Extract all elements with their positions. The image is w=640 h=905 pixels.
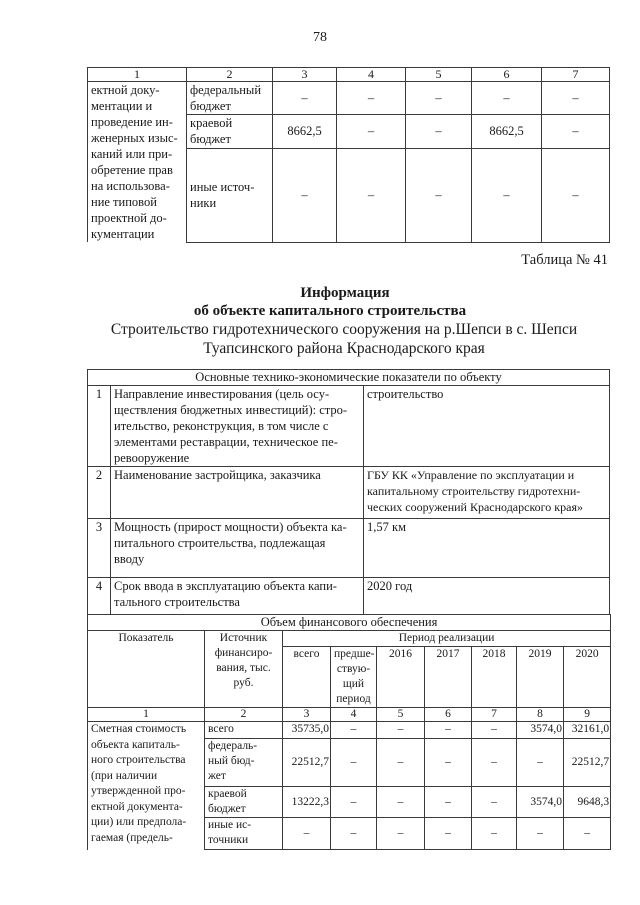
col-num-1: 1: [88, 68, 187, 82]
indicator-line: (при наличии: [91, 769, 158, 782]
value-cell: –: [273, 82, 337, 115]
table-row: [88, 519, 610, 578]
value-cell: –: [273, 148, 337, 242]
label-line: Срок ввода в эксплуатацию объекта капи-: [114, 579, 337, 593]
source-line: иные ис-: [208, 819, 252, 831]
column-numbers-row: [88, 708, 611, 722]
col-year-2016: 2016: [377, 647, 425, 708]
value-cell: –: [517, 818, 564, 850]
header-line: период: [336, 693, 371, 705]
page-number: 78: [313, 30, 327, 45]
label-line: тального строительства: [114, 595, 240, 609]
source-cell: [187, 148, 273, 242]
header-line: Источник: [219, 632, 268, 644]
col-num: 6: [425, 708, 472, 722]
object-name-line2: Туапсинского района Краснодарского края: [203, 340, 485, 357]
value-cell: 3574,0: [517, 722, 564, 739]
value-cell: –: [406, 115, 472, 148]
value-cell: 3574,0: [517, 787, 564, 818]
source-line: бюджет: [190, 132, 231, 147]
indicator-label: [111, 519, 364, 578]
label-line: Мощность (прирост мощности) объекта ка-: [114, 520, 347, 534]
label-line: ревооружение: [114, 451, 190, 465]
source-line: всего: [208, 723, 234, 735]
col-num-2: 2: [187, 68, 273, 82]
object-line: проектной до-: [91, 211, 167, 225]
value-cell: –: [283, 818, 331, 850]
finance-indicator-cell: [88, 722, 205, 850]
col-prev-period-header: [331, 647, 377, 708]
indicator-label: [111, 578, 364, 615]
header-line: ствую-: [336, 663, 371, 675]
value-line: 1,57 км: [367, 520, 406, 534]
indicator-label: [111, 467, 364, 519]
value-cell: –: [337, 148, 406, 242]
table-header-row: [88, 68, 610, 82]
value-cell: –: [542, 82, 610, 115]
value-line: капитальному строительству гидротехни-: [367, 484, 581, 498]
value-cell: –: [377, 818, 425, 850]
col-num: 4: [331, 708, 377, 722]
label-line: элементами реставрации, техническое пе-: [114, 435, 338, 449]
row-number: 2: [88, 467, 111, 519]
value-cell: –: [517, 739, 564, 787]
label-line: вводу: [114, 552, 145, 566]
indicators-header: Основные технико-экономические показатели по объекту: [88, 370, 610, 386]
table-row: [88, 386, 610, 467]
indicator-value: [364, 386, 610, 467]
col-year-2017: 2017: [425, 647, 472, 708]
value-cell: –: [425, 818, 472, 850]
table-row: [88, 467, 610, 519]
indicator-line: ного строительства: [91, 754, 186, 766]
table-row: [88, 578, 610, 615]
label-line: ществления бюджетных инвестиций): стро-: [114, 403, 348, 417]
source-line: ники: [190, 196, 217, 211]
value-cell: –: [542, 148, 610, 242]
value-cell: 32161,0: [564, 722, 611, 739]
object-line: кументации: [91, 227, 155, 241]
indicator-line: утвержденной про-: [91, 785, 186, 797]
col-source-header: [205, 631, 283, 708]
finance-table: [87, 614, 611, 850]
row-number: 4: [88, 578, 111, 615]
row-number: 3: [88, 519, 111, 578]
value-cell: –: [425, 722, 472, 739]
source-line: жет: [208, 770, 226, 782]
value-cell: –: [406, 82, 472, 115]
col-num: 2: [205, 708, 283, 722]
col-num-4: 4: [337, 68, 406, 82]
source-line: иные источ-: [190, 180, 255, 195]
source-line: ный бюд-: [208, 755, 255, 767]
col-num: 3: [283, 708, 331, 722]
value-cell: 13222,3: [283, 787, 331, 818]
label-line: питального строительства, подлежащая: [114, 536, 326, 550]
table-label: Таблица № 41: [521, 252, 608, 268]
col-year-2018: 2018: [472, 647, 517, 708]
value-cell: 9648,3: [564, 787, 611, 818]
object-line: на использова-: [91, 179, 170, 193]
object-description-cell: [88, 82, 187, 243]
col-num: 1: [88, 708, 205, 722]
object-line: проведение ин-: [91, 115, 173, 129]
title-heading: Информация: [300, 285, 390, 301]
header-line: щий: [342, 678, 365, 690]
row-number: 1: [88, 386, 111, 467]
value-cell: –: [472, 739, 517, 787]
col-num: 8: [517, 708, 564, 722]
source-line: бюджет: [190, 99, 231, 113]
label-line: Направление инвестирования (цель осу-: [114, 387, 330, 401]
value-cell: 35735,0: [283, 722, 331, 739]
object-line: ментации и: [91, 99, 153, 113]
indicator-line: ции) или предпола-: [91, 816, 187, 828]
value-cell: –: [331, 787, 377, 818]
col-year-2020: 2020: [564, 647, 611, 708]
value-line: строительство: [367, 387, 444, 401]
value-cell: –: [472, 148, 542, 242]
value-cell: –: [377, 739, 425, 787]
source-line: краевой: [208, 788, 247, 800]
col-num-5: 5: [406, 68, 472, 82]
source-line: федеральный: [190, 83, 262, 97]
value-cell: –: [377, 787, 425, 818]
indicators-table: [87, 369, 610, 615]
value-cell: 8662,5: [472, 115, 542, 148]
value-cell: –: [337, 82, 406, 115]
value-line: ГБУ КК «Управление по эксплуатации и: [367, 468, 575, 482]
value-line: ческих сооружений Краснодарского края»: [367, 500, 583, 514]
table-row: [88, 82, 610, 115]
value-cell: 8662,5: [273, 115, 337, 148]
object-name-line1: Строительство гидротехнического сооружения на р.Шепси в с. Шепси: [110, 321, 578, 338]
source-cell: [205, 722, 283, 739]
indicator-line: Сметная стоимость: [91, 723, 187, 735]
source-cell: [187, 82, 273, 115]
value-cell: –: [564, 818, 611, 850]
value-cell: –: [337, 115, 406, 148]
source-cell: [205, 818, 283, 850]
table-row: [88, 722, 611, 739]
value-cell: 22512,7: [283, 739, 331, 787]
finance-title: Объем финансового обеспечения: [88, 615, 611, 631]
value-line: 2020 год: [367, 579, 413, 593]
source-cell: [205, 739, 283, 787]
value-cell: –: [472, 722, 517, 739]
indicator-line: ектной документа-: [91, 800, 183, 813]
value-cell: –: [331, 818, 377, 850]
value-cell: –: [472, 787, 517, 818]
value-cell: –: [425, 739, 472, 787]
value-cell: 22512,7: [564, 739, 611, 787]
header-line: предше-: [334, 648, 375, 660]
source-line: бюджет: [208, 803, 246, 815]
indicator-value: [364, 519, 610, 578]
source-cell: [187, 115, 273, 148]
title-block: [0, 284, 640, 358]
object-line: обретение прав: [91, 163, 173, 177]
source-line: федераль-: [208, 740, 258, 752]
object-line: ние типовой: [91, 195, 157, 209]
col-indicator-header: Показатель: [88, 631, 205, 708]
source-line: краевой: [190, 116, 233, 131]
col-num-6: 6: [472, 68, 542, 82]
value-cell: –: [377, 722, 425, 739]
indicator-label: [111, 386, 364, 467]
source-line: точники: [208, 834, 249, 846]
source-cell: [205, 787, 283, 818]
label-line: Наименование застройщика, заказчика: [114, 468, 321, 482]
value-cell: –: [472, 82, 542, 115]
indicator-line: гаемая (предель-: [91, 831, 173, 844]
value-cell: –: [425, 787, 472, 818]
col-num: 7: [472, 708, 517, 722]
label-line: ительство, реконструкция, в том числе с: [114, 419, 329, 433]
col-num: 9: [564, 708, 611, 722]
col-num: 5: [377, 708, 425, 722]
col-period-header: Период реализации: [283, 631, 611, 647]
object-line: ектной доку-: [91, 83, 160, 97]
col-num-3: 3: [273, 68, 337, 82]
value-cell: –: [472, 818, 517, 850]
value-cell: –: [331, 739, 377, 787]
col-num-7: 7: [542, 68, 610, 82]
header-line: вания, тыс.: [216, 662, 271, 674]
col-total-header: всего: [283, 647, 331, 708]
title-subheading: об объекте капитального строительства: [193, 303, 467, 319]
top-continuation-table: [87, 67, 610, 243]
indicator-value: [364, 578, 610, 615]
value-cell: –: [542, 115, 610, 148]
value-cell: –: [331, 722, 377, 739]
indicator-line: объекта капиталь-: [91, 738, 180, 751]
value-cell: –: [406, 148, 472, 242]
header-line: руб.: [233, 677, 254, 689]
header-line: финансиро-: [214, 647, 273, 659]
object-line: каний или при-: [91, 147, 173, 161]
col-year-2019: 2019: [517, 647, 564, 708]
object-line: женерных изыс-: [91, 131, 178, 145]
indicator-value: [364, 467, 610, 519]
